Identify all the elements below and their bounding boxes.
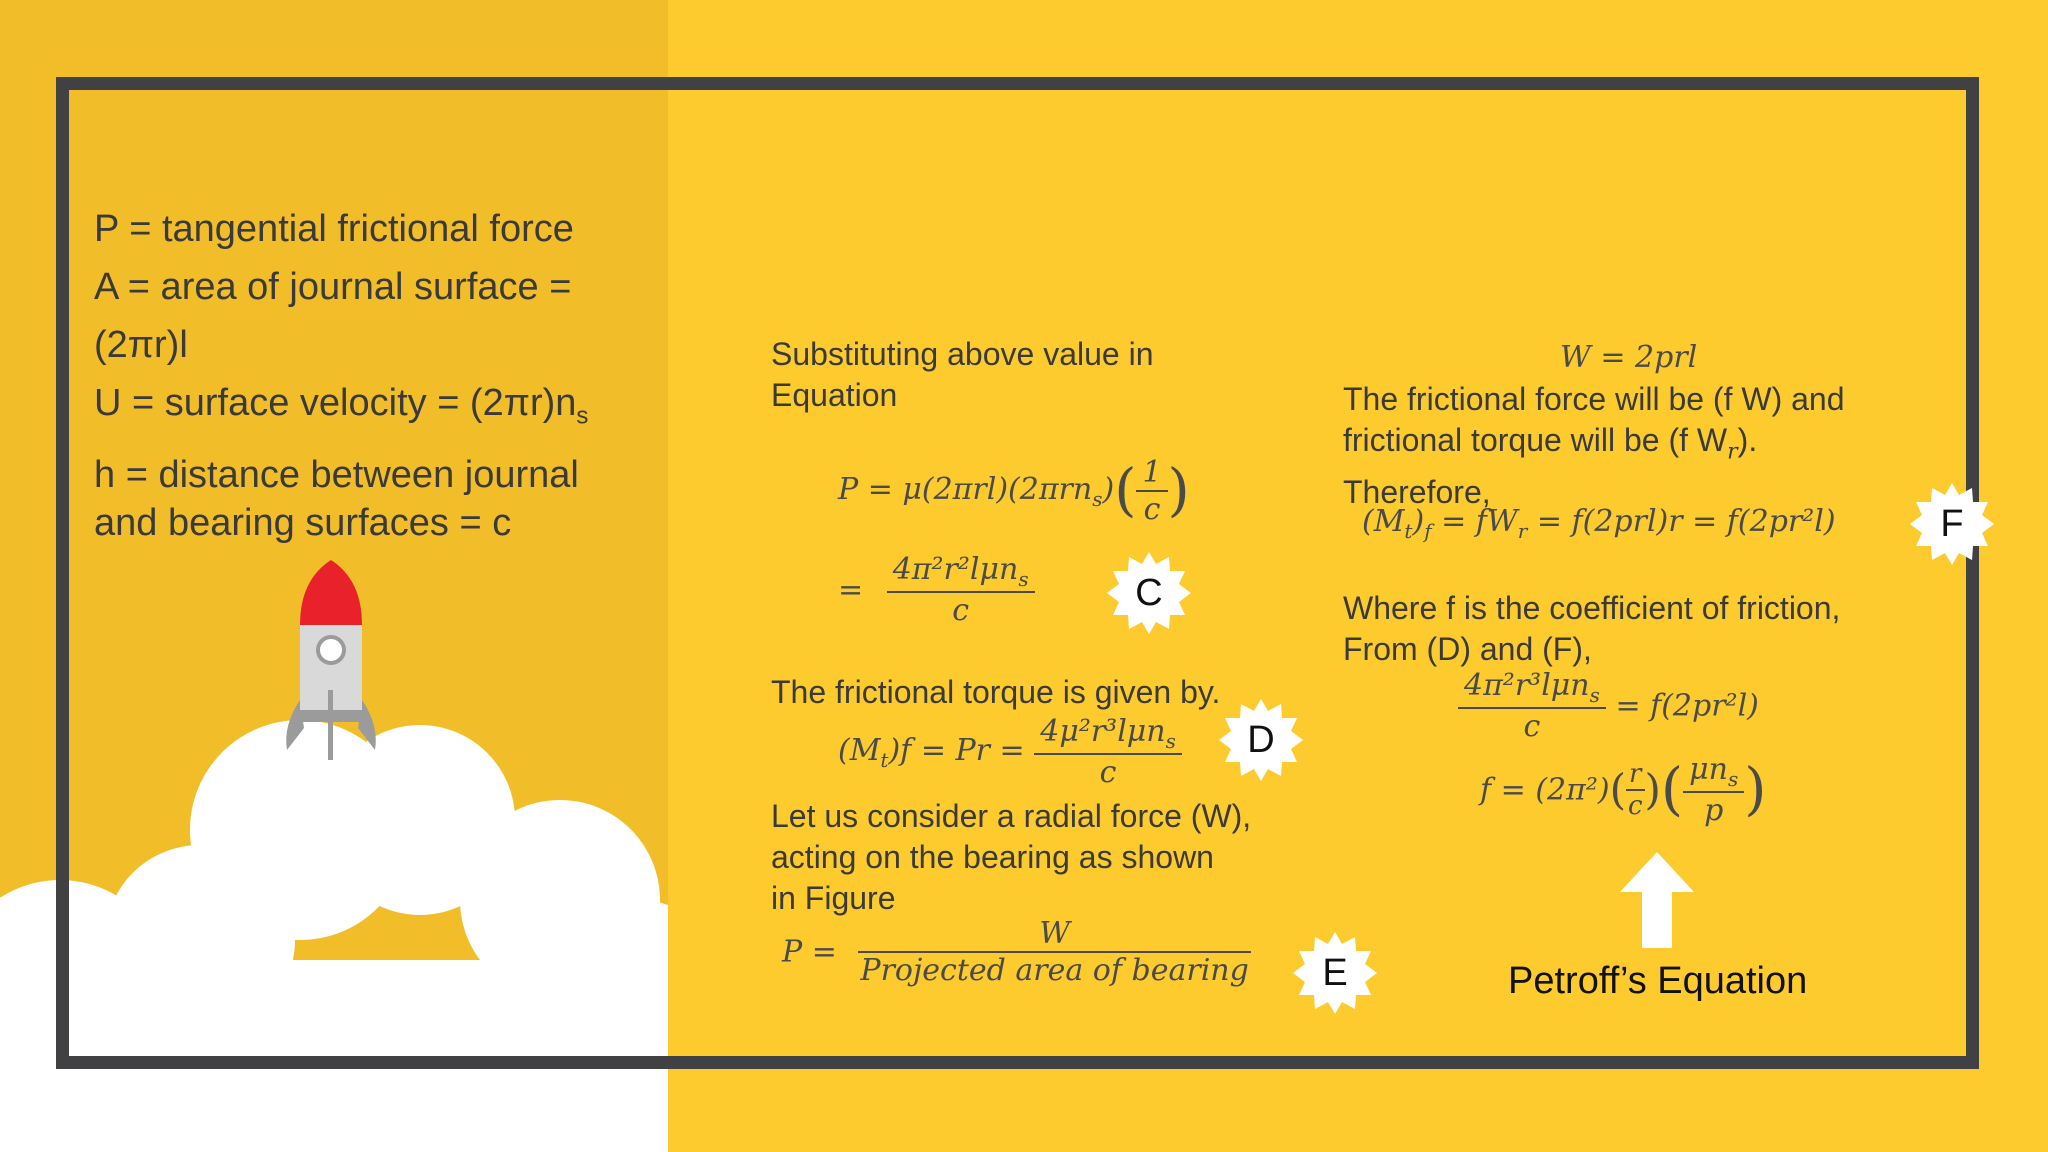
badge-d: D — [1218, 697, 1304, 783]
badge-e: E — [1292, 930, 1378, 1016]
equation-d: $(M_t)f = Pr$ = $\frac{4\mu^2r^3l\mu n_s}{c}$ — [838, 714, 1182, 790]
radial-force-text: Let us consider a radial force (W), acting on the bearing as shown in Figure — [771, 798, 1252, 916]
definition-line: h = distance between journal — [94, 453, 579, 496]
equation-g: $\frac{4\pi^2r^3l\mu n_s}{c}$ = f(2pr²l) — [1458, 668, 1759, 744]
frictional-force-text: The frictional force will be (f W) and frictional torque will be (f $W_r$). Therefore, — [1343, 381, 1845, 511]
equation-h: f = (2π²)( $\frac{r}{c}$ )( $\frac{\mu n_s}{p}$ ) — [1480, 752, 1767, 828]
up-arrow-icon — [1620, 852, 1694, 948]
petroff-equation-label: Petroff’s Equation — [1508, 960, 1808, 1002]
definition-line: and bearing surfaces = c — [94, 501, 512, 544]
substituting-text: Substituting above value in Equation — [771, 336, 1154, 413]
equation-f: $(M_t)_f = fW_r = f(2prl)r = f(2pr^2l)$ — [1362, 504, 1836, 543]
definition-line: P = tangential frictional force — [94, 208, 574, 250]
equation-c-line2: = $\frac{4\pi^2r^2l\mu n_s}{c}$ — [838, 552, 1035, 628]
definitions-block — [94, 200, 588, 552]
coefficient-text: Where f is the coefficient of friction, From (D) and (F), — [1343, 590, 1841, 667]
equation-e: P = $\frac{W}{\text{Projected area of bearing}}$ — [782, 916, 1249, 988]
badge-f: F — [1909, 481, 1995, 567]
equation-w: W = 2prl — [1560, 340, 1698, 375]
equation-c-line1: P = μ(2πrl)(2πrn$_s$)( $\frac{1}{c}$ ) — [838, 455, 1190, 527]
definition-line: A = area of journal surface = — [94, 266, 572, 308]
definition-line: (2πr)l — [94, 324, 188, 366]
badge-c: C — [1106, 550, 1192, 636]
definition-line: U = surface velocity = $(2\pi r)n_s$ — [94, 382, 589, 430]
torque-text: The frictional torque is given by. — [771, 674, 1221, 710]
